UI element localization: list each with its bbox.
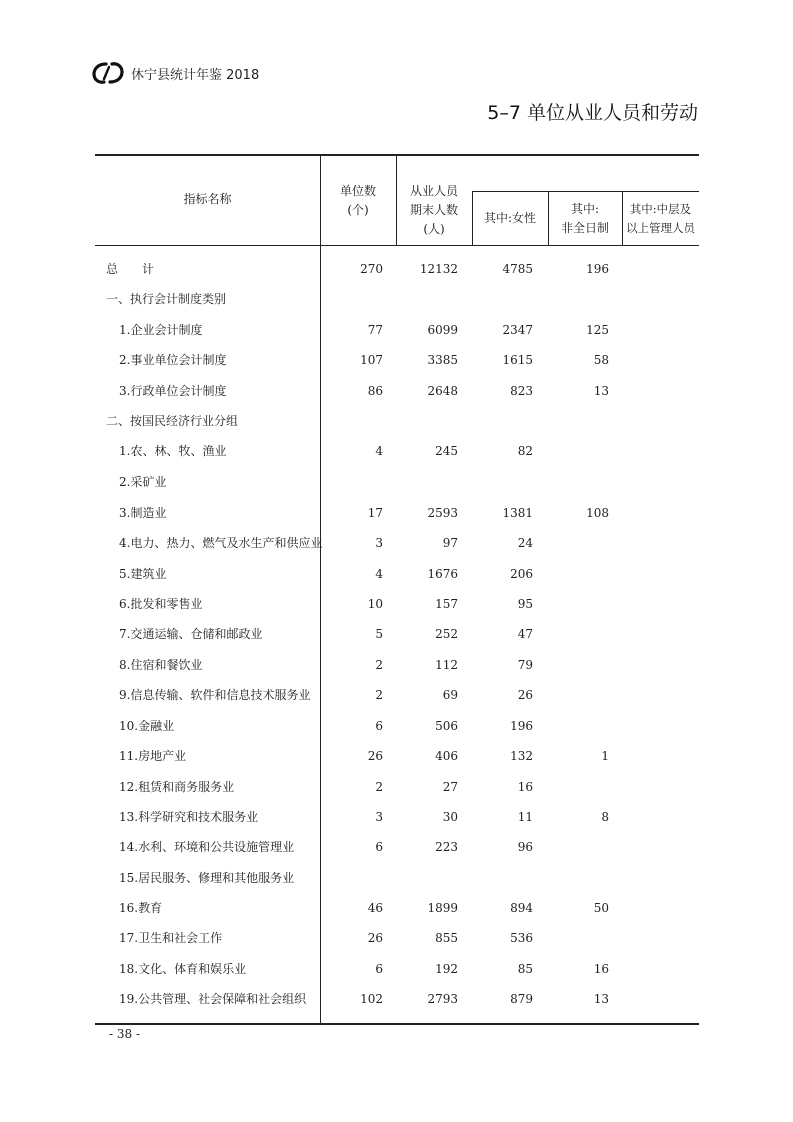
cell-female: 206	[510, 567, 533, 581]
cell-units: 6	[375, 719, 383, 733]
cell-units: 2	[375, 658, 383, 672]
cell-employed: 112	[435, 658, 458, 672]
cell-employed: 12132	[419, 262, 458, 276]
cell-employed: 157	[435, 597, 458, 611]
cell-employed: 1899	[427, 901, 458, 915]
header-units-line: 单位数	[339, 184, 376, 198]
cell-employed: 406	[435, 749, 458, 763]
cell-units: 10	[367, 597, 383, 611]
cell-units: 6	[375, 840, 383, 854]
table-row	[0, 685, 793, 705]
table-top-rule	[95, 154, 699, 156]
table-row	[0, 564, 793, 584]
table-row	[0, 472, 793, 492]
row-name: 11.房地产业	[119, 749, 187, 763]
row-name: 2.采矿业	[119, 475, 167, 489]
row-name: 7.交通运输、仓储和邮政业	[119, 627, 263, 641]
row-name: 12.租赁和商务服务业	[119, 780, 235, 794]
table-row	[0, 503, 793, 523]
cell-female: 536	[510, 931, 533, 945]
cell-female: 4785	[502, 262, 533, 276]
section-title: 5–7 单位从业人员和劳动	[487, 102, 698, 124]
table-row	[0, 746, 793, 766]
row-name: 3.行政单位会计制度	[119, 384, 227, 398]
row-name: 10.金融业	[119, 719, 175, 733]
table-row	[0, 777, 793, 797]
table-row	[0, 259, 793, 279]
row-name: 17.卫生和社会工作	[119, 931, 223, 945]
cell-parttime: 50	[593, 901, 609, 915]
table-row	[0, 533, 793, 553]
table-row	[0, 928, 793, 948]
header-parttime-line: 非全日制	[560, 221, 609, 235]
cell-units: 2	[375, 780, 383, 794]
row-name: 8.住宿和餐饮业	[119, 658, 203, 672]
header-management	[622, 200, 699, 238]
cell-employed: 192	[435, 962, 458, 976]
cell-employed: 2593	[427, 506, 458, 520]
row-name: 15.居民服务、修理和其他服务业	[119, 871, 295, 885]
cell-employed: 97	[442, 536, 458, 550]
page-number: - 38 -	[109, 1027, 141, 1041]
table-row	[0, 837, 793, 857]
cell-female: 823	[510, 384, 533, 398]
cell-female: 26	[517, 688, 533, 702]
row-name: 9.信息传输、软件和信息技术服务业	[119, 688, 311, 702]
cell-female: 2347	[502, 323, 533, 337]
table-row	[0, 350, 793, 370]
cell-employed: 6099	[427, 323, 458, 337]
table-row	[0, 959, 793, 979]
table-row	[0, 411, 793, 431]
cell-female: 24	[517, 536, 533, 550]
cell-units: 3	[375, 810, 383, 824]
cell-female: 95	[517, 597, 533, 611]
header-bottom-rule	[95, 245, 699, 246]
cell-employed: 252	[435, 627, 458, 641]
cell-female: 1615	[502, 353, 533, 367]
cell-female: 1381	[502, 506, 533, 520]
table-bottom-rule	[95, 1023, 699, 1025]
cell-female: 16	[517, 780, 533, 794]
row-name: 1.农、林、牧、渔业	[119, 444, 227, 458]
cell-employed: 3385	[427, 353, 458, 367]
cell-units: 270	[360, 262, 383, 276]
header-employed-line: 期末人数	[409, 203, 458, 217]
header-female: 其中:女性	[483, 211, 537, 225]
cell-units: 6	[375, 962, 383, 976]
cell-units: 107	[360, 353, 383, 367]
cell-employed: 855	[435, 931, 458, 945]
row-name: 14.水利、环境和公共设施管理业	[119, 840, 295, 854]
header-employed	[396, 182, 472, 239]
table-row	[0, 989, 793, 1009]
row-name: 总 计	[106, 262, 155, 276]
row-name: 一、执行会计制度类别	[106, 292, 227, 306]
cell-parttime: 125	[586, 323, 609, 337]
cell-units: 102	[360, 992, 383, 1006]
cell-units: 17	[367, 506, 383, 520]
cell-employed: 506	[435, 719, 458, 733]
cell-units: 26	[367, 749, 383, 763]
header-parttime-line: 其中:	[570, 202, 600, 216]
cell-female: 196	[510, 719, 533, 733]
table-row	[0, 868, 793, 888]
cell-units: 2	[375, 688, 383, 702]
table-row	[0, 441, 793, 461]
cell-parttime: 8	[601, 810, 609, 824]
cell-female: 85	[517, 962, 533, 976]
row-name: 2.事业单位会计制度	[119, 353, 227, 367]
cell-units: 26	[367, 931, 383, 945]
column-divider	[320, 154, 321, 1024]
table-row	[0, 716, 793, 736]
cell-units: 77	[367, 323, 383, 337]
row-name: 5.建筑业	[119, 567, 167, 581]
cell-employed: 69	[442, 688, 458, 702]
yearbook-logo-icon	[92, 61, 124, 85]
row-name: 13.科学研究和技术服务业	[119, 810, 259, 824]
table-row	[0, 381, 793, 401]
cell-female: 47	[517, 627, 533, 641]
cell-female: 96	[517, 840, 533, 854]
header-management-line: 其中:中层及	[629, 202, 692, 216]
cell-units: 4	[375, 567, 383, 581]
row-name: 18.文化、体育和娱乐业	[119, 962, 247, 976]
header-units-line: (个)	[347, 203, 369, 217]
header-employed-line: (人)	[423, 222, 445, 236]
cell-female: 82	[517, 444, 533, 458]
book-title: 休宁县统计年鉴 2018	[131, 68, 260, 83]
cell-employed: 30	[442, 810, 458, 824]
header-management-line: 以上管理人员	[626, 221, 695, 235]
cell-parttime: 1	[601, 749, 609, 763]
cell-employed: 27	[442, 780, 458, 794]
row-name: 4.电力、热力、燃气及水生产和供应业	[119, 536, 323, 550]
row-name: 二、按国民经济行业分组	[106, 414, 239, 428]
header-indicator-name: 指标名称	[183, 192, 232, 206]
cell-female: 132	[510, 749, 533, 763]
cell-units: 3	[375, 536, 383, 550]
header-sub-rule	[472, 191, 699, 192]
cell-employed: 2648	[427, 384, 458, 398]
cell-female: 894	[510, 901, 533, 915]
cell-units: 5	[375, 627, 383, 641]
header-units	[320, 182, 396, 220]
header-employed-line: 从业人员	[409, 184, 458, 198]
cell-units: 86	[367, 384, 383, 398]
cell-parttime: 108	[586, 506, 609, 520]
cell-parttime: 16	[593, 962, 609, 976]
cell-units: 46	[367, 901, 383, 915]
table-row	[0, 655, 793, 675]
row-name: 3.制造业	[119, 506, 167, 520]
cell-employed: 1676	[427, 567, 458, 581]
cell-employed: 2793	[427, 992, 458, 1006]
table-row	[0, 289, 793, 309]
cell-female: 79	[517, 658, 533, 672]
table-row	[0, 898, 793, 918]
cell-employed: 223	[435, 840, 458, 854]
cell-female: 11	[517, 810, 533, 824]
cell-female: 879	[510, 992, 533, 1006]
cell-parttime: 13	[593, 992, 609, 1006]
cell-units: 4	[375, 444, 383, 458]
header-parttime	[548, 200, 622, 238]
table-row	[0, 594, 793, 614]
table-row	[0, 807, 793, 827]
row-name: 1.企业会计制度	[119, 323, 203, 337]
table-row	[0, 624, 793, 644]
cell-employed: 245	[435, 444, 458, 458]
cell-parttime: 13	[593, 384, 609, 398]
row-name: 16.教育	[119, 901, 163, 915]
row-name: 19.公共管理、社会保障和社会组织	[119, 992, 307, 1006]
row-name: 6.批发和零售业	[119, 597, 203, 611]
cell-parttime: 58	[593, 353, 609, 367]
table-row	[0, 320, 793, 340]
cell-parttime: 196	[586, 262, 609, 276]
